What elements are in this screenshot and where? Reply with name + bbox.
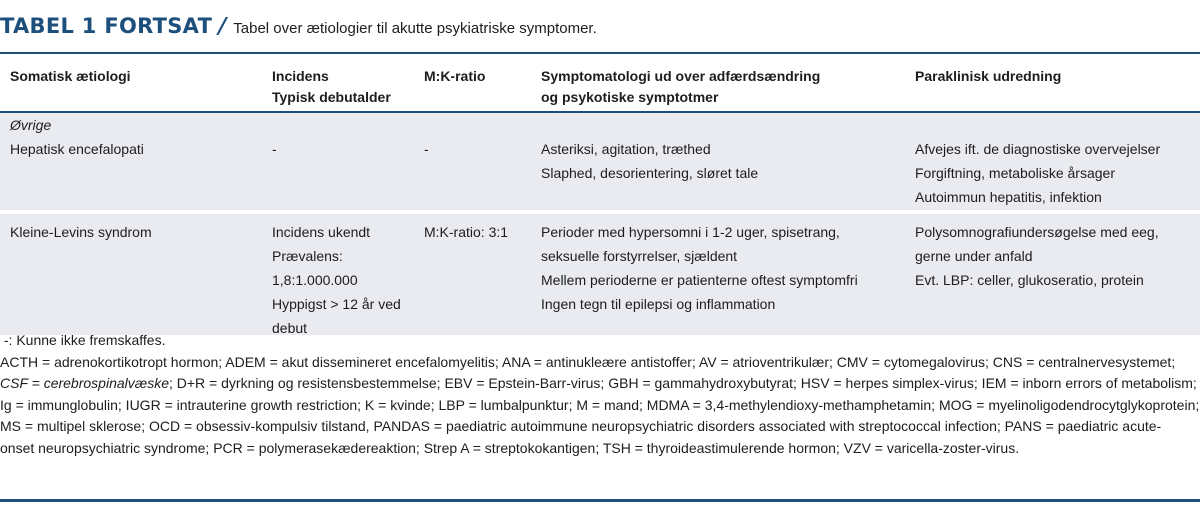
row-hepatic-ratio: - [424, 141, 429, 157]
header-ratio: M:K-ratio [424, 68, 486, 84]
row-hepatic-incidence: - [272, 141, 277, 157]
title-slash: / [215, 14, 229, 39]
etiology-table [0, 52, 1200, 335]
bottom-rule [0, 499, 1200, 502]
header-etiology: Somatisk ætiologi [10, 68, 131, 84]
footnote-abbr-4: MS = multipel sklerose; OCD = obsessiv-kompulsiv tilstand, PANDAS = paediatric autoimmune neuropsychiatric disorders associated with streptococcal infection; PANS = paediatric acute- [0, 418, 1162, 434]
header-workup: Paraklinisk udredning [915, 68, 1062, 84]
footnote-abbr-1: ACTH = adrenokortikotropt hormon; ADEM = akut dissemineret encefalomyelitis; ANA = antinukleære antistoffer; AV = atrioventrikulær; CMV = cytomegalovirus; CNS = centralnervesystemet; [0, 353, 1176, 370]
row-kleine-etiology: Kleine-Levins syndrom [10, 224, 152, 240]
table-footnotes [0, 330, 1200, 459]
table-row-kleine-levin [0, 214, 1200, 335]
row-hepatic-symptoms: Asteriksi, agitation, træthed Slaphed, desorientering, sløret tale [541, 141, 759, 181]
row-kleine-symptoms: Perioder med hypersomni i 1-2 uger, spisetrang, seksuelle forstyrrelser, sjældent Mellem perioderne er patienterne oftest symptomfri Ingen tegn til epilepsi og inflammation [541, 224, 858, 312]
row-hepatic-workup: Afvejes ift. de diagnostiske overvejelser Forgiftning, metaboliske årsager Autoimmun hepatitis, infektion [915, 141, 1161, 205]
table-title [0, 14, 1200, 48]
table-subtitle: Tabel over ætiologier til akutte psykiatriske symptomer. [233, 20, 597, 37]
row-kleine-incidence: Incidens ukendt Prævalens: 1,8:1.000.000 Hyppigst > 12 år ved debut [272, 224, 401, 336]
row-hepatic-etiology: Hepatisk encefalopati [10, 141, 144, 157]
row-kleine-workup: Polysomnografiundersøgelse med eeg, gerne under anfald Evt. LBP: celler, glukoseratio, protein [915, 224, 1159, 288]
footnote-abbr-2: CSF = cerebrospinalvæske; D+R = dyrkning og resistensbestemmelse; EBV = Epstein-Barr-virus; GBH = gammahydroxybutyrat; HSV = herpes simplex-virus; IEM = inborn errors of metabolism; [0, 375, 1197, 391]
table-section-ovrige [0, 113, 1200, 210]
row-kleine-ratio: M:K-ratio: 3:1 [424, 224, 509, 240]
header-incidence: Incidens Typisk debutalder [272, 68, 391, 105]
footnote-abbr-3: Ig = immunglobulin; IUGR = intrauterine growth restriction; K = kvinde; LBP = lumbalpunktur; M = mand; MDMA = 3,4-methylendioxy-methamphetamin; MOG = myelinoligodendrocytglykoprotein; [0, 396, 1200, 413]
footnote-abbr-5: onset neuropsychiatric syndrome; PCR = polymerasekædereaktion; Strep A = streptokokantigen; TSH = thyroideastimulerende hormon; VZV = varicella-zoster-virus. [0, 439, 1020, 456]
table-title-label: TABEL 1 FORTSAT [0, 14, 213, 38]
header-symptoms: Symptomatologi ud over adfærdsændring og psykotiske symptotmer [541, 68, 821, 105]
section-label: Øvrige [10, 117, 52, 133]
footnote-missing: -: Kunne ikke fremskaffes. [3, 332, 166, 348]
table-header [0, 52, 1200, 111]
